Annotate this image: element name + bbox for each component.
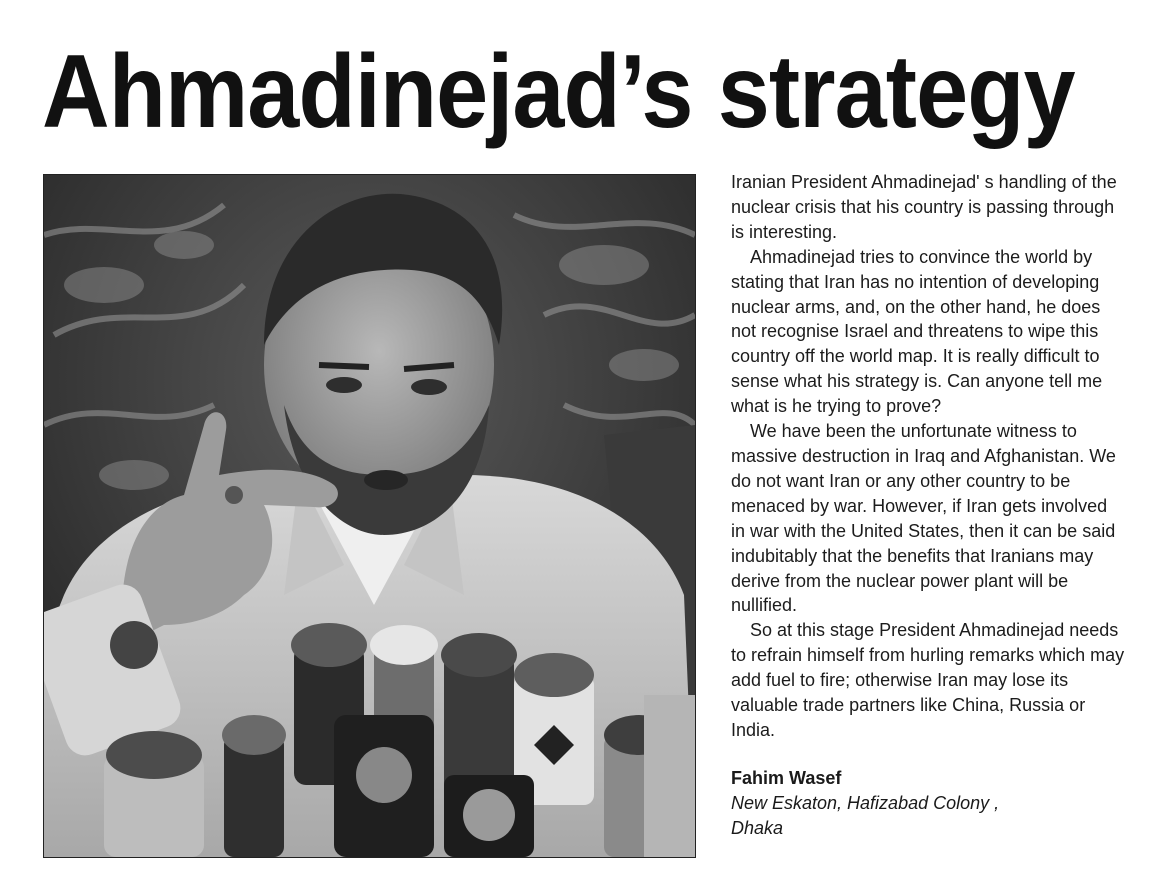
letter-body [731, 170, 1126, 841]
paragraph-3: We have been the unfortunate witness to massive destruction in Iraq and Afghanistan. We do not want Iran or any other country to be menaced by war. However, if Iran gets involved in war with the United States, then it can be said indubitably that the benefits that Iranians may derive from the nuclear power plant will be nullified. [731, 421, 1116, 616]
news-photo [43, 174, 696, 858]
author-name: Fahim Wasef [731, 767, 842, 788]
signature-block [731, 766, 1126, 841]
author-address-line1: New Eskaton, Hafizabad Colony , [731, 792, 1000, 813]
paragraph-1: Iranian President Ahmadinejad' s handling of the nuclear crisis that his country is passing through is interesting. [731, 172, 1117, 242]
author-address-line2: Dhaka [731, 817, 784, 838]
paragraph-2: Ahmadinejad tries to convince the world by stating that Iran has no intention of developing nuclear arms, and, on the other hand, he does not recognise Israel and threatens to wipe this country off the world map. It is really difficult to sense what his strategy is. Can anyone tell me what is he trying to prove? [731, 246, 1103, 417]
paragraph-4: So at this stage President Ahmadinejad needs to refrain himself from hurling remarks which may add fuel to fire; otherwise Iran may lose its valuable trade partners like China, Russia or India. [731, 620, 1125, 740]
press-conference-photo-icon [44, 175, 695, 857]
headline: Ahmadinejad’s strategy [42, 34, 1075, 150]
